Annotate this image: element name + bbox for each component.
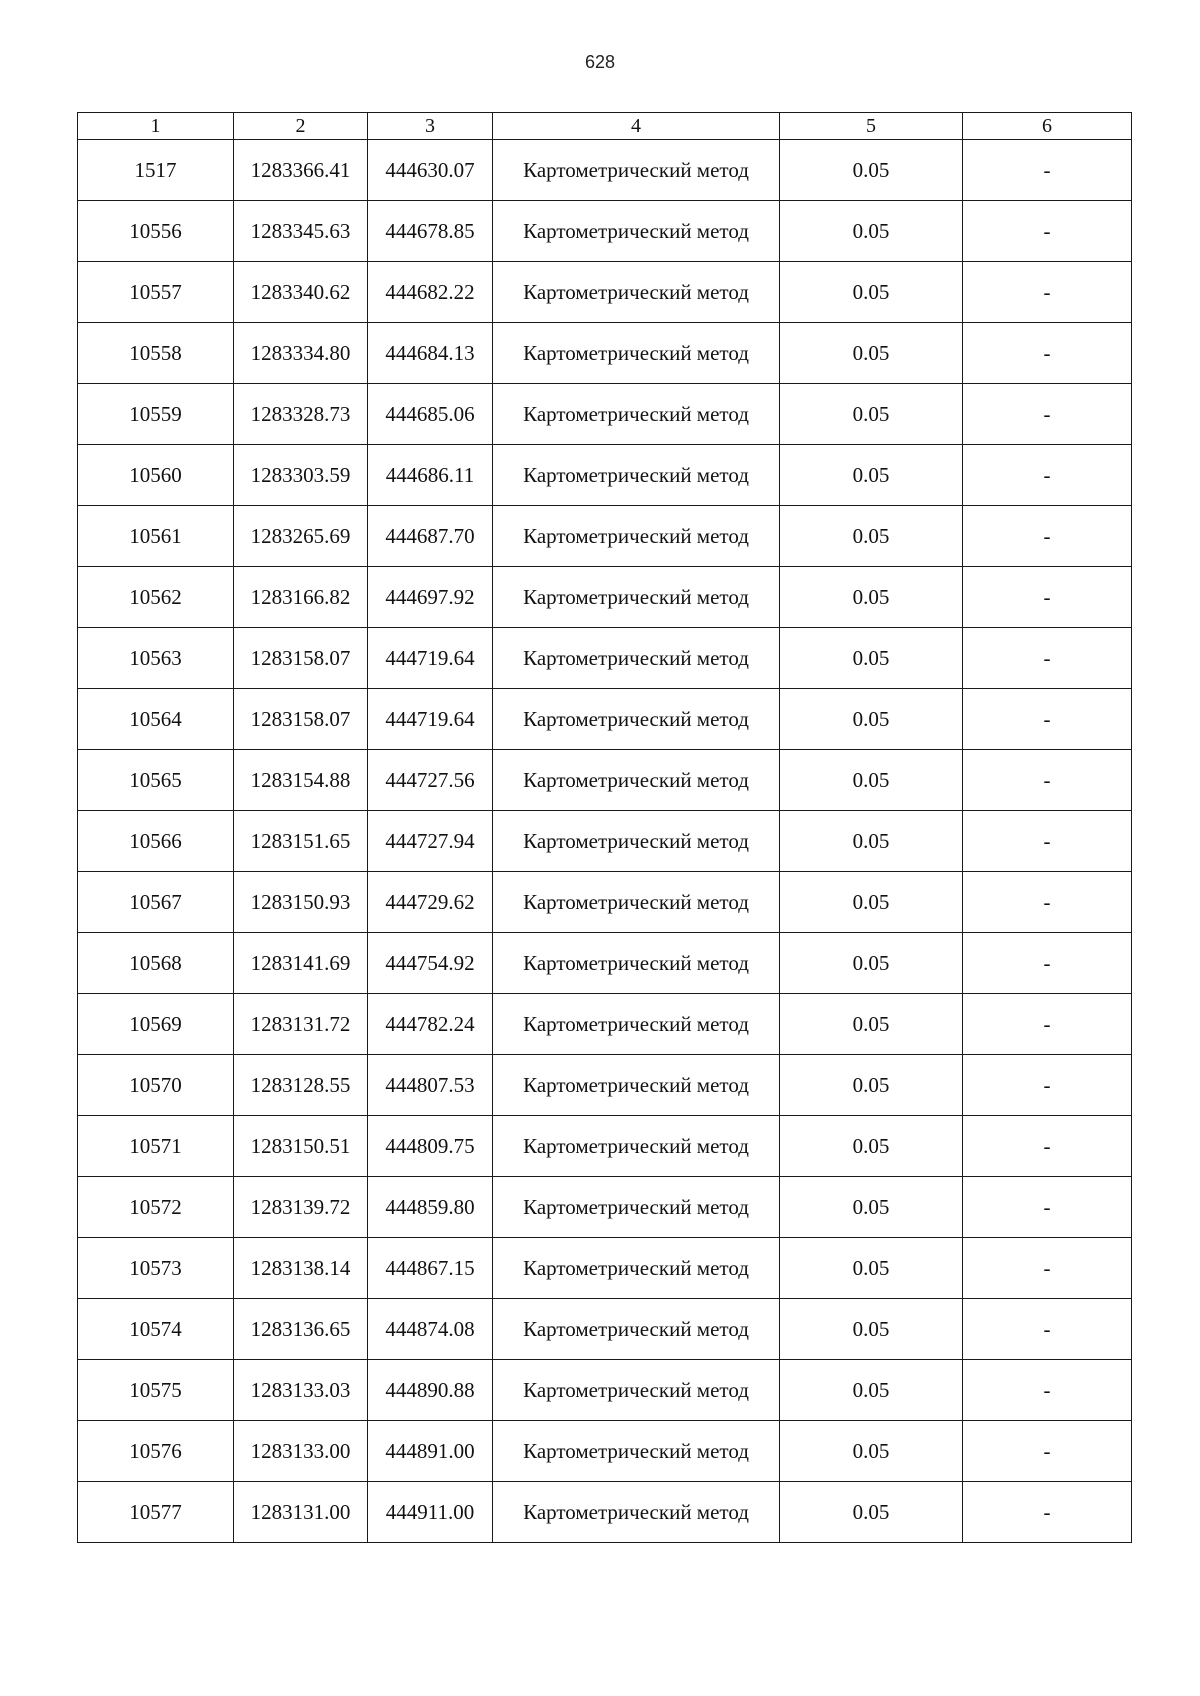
table-row	[78, 1360, 1132, 1421]
point-number-cell: 10567	[78, 872, 234, 933]
note-cell: -	[963, 445, 1132, 506]
note-cell: -	[963, 1238, 1132, 1299]
column-header-6: 6	[963, 113, 1132, 140]
table-body	[78, 140, 1132, 1543]
note-cell: -	[963, 872, 1132, 933]
accuracy-cell: 0.05	[780, 811, 963, 872]
table-row	[78, 1421, 1132, 1482]
note-cell: -	[963, 201, 1132, 262]
coordinate-x-cell: 1283136.65	[234, 1299, 368, 1360]
accuracy-cell: 0.05	[780, 1421, 963, 1482]
table-row	[78, 262, 1132, 323]
table-row	[78, 1482, 1132, 1543]
coordinate-x-cell: 1283151.65	[234, 811, 368, 872]
table-row	[78, 1116, 1132, 1177]
point-number-cell: 10566	[78, 811, 234, 872]
accuracy-cell: 0.05	[780, 384, 963, 445]
method-cell: Картометрический метод	[493, 262, 780, 323]
column-header-5: 5	[780, 113, 963, 140]
method-cell: Картометрический метод	[493, 1177, 780, 1238]
accuracy-cell: 0.05	[780, 933, 963, 994]
accuracy-cell: 0.05	[780, 1482, 963, 1543]
coordinate-y-cell: 444874.08	[368, 1299, 493, 1360]
table-row	[78, 811, 1132, 872]
accuracy-cell: 0.05	[780, 1299, 963, 1360]
column-header-4: 4	[493, 113, 780, 140]
method-cell: Картометрический метод	[493, 994, 780, 1055]
table-row	[78, 689, 1132, 750]
note-cell: -	[963, 1360, 1132, 1421]
accuracy-cell: 0.05	[780, 323, 963, 384]
coordinate-y-cell: 444684.13	[368, 323, 493, 384]
note-cell: -	[963, 506, 1132, 567]
coordinate-x-cell: 1283128.55	[234, 1055, 368, 1116]
coordinate-x-cell: 1283345.63	[234, 201, 368, 262]
accuracy-cell: 0.05	[780, 201, 963, 262]
coordinate-y-cell: 444891.00	[368, 1421, 493, 1482]
table-row	[78, 872, 1132, 933]
method-cell: Картометрический метод	[493, 1055, 780, 1116]
accuracy-cell: 0.05	[780, 506, 963, 567]
note-cell: -	[963, 140, 1132, 201]
coordinate-y-cell: 444867.15	[368, 1238, 493, 1299]
coordinate-x-cell: 1283150.93	[234, 872, 368, 933]
point-number-cell: 10562	[78, 567, 234, 628]
coordinate-y-cell: 444911.00	[368, 1482, 493, 1543]
point-number-cell: 10576	[78, 1421, 234, 1482]
table-row	[78, 506, 1132, 567]
coordinate-x-cell: 1283303.59	[234, 445, 368, 506]
note-cell: -	[963, 1055, 1132, 1116]
note-cell: -	[963, 811, 1132, 872]
column-header-2: 2	[234, 113, 368, 140]
method-cell: Картометрический метод	[493, 750, 780, 811]
accuracy-cell: 0.05	[780, 1177, 963, 1238]
coordinate-x-cell: 1283133.03	[234, 1360, 368, 1421]
table-row	[78, 1238, 1132, 1299]
note-cell: -	[963, 1116, 1132, 1177]
accuracy-cell: 0.05	[780, 1238, 963, 1299]
accuracy-cell: 0.05	[780, 689, 963, 750]
coordinate-y-cell: 444697.92	[368, 567, 493, 628]
coordinate-y-cell: 444682.22	[368, 262, 493, 323]
method-cell: Картометрический метод	[493, 201, 780, 262]
coordinate-x-cell: 1283166.82	[234, 567, 368, 628]
accuracy-cell: 0.05	[780, 1055, 963, 1116]
table-row	[78, 1177, 1132, 1238]
method-cell: Картометрический метод	[493, 811, 780, 872]
table-row	[78, 628, 1132, 689]
accuracy-cell: 0.05	[780, 567, 963, 628]
coordinate-y-cell: 444782.24	[368, 994, 493, 1055]
column-header-1: 1	[78, 113, 234, 140]
point-number-cell: 1517	[78, 140, 234, 201]
method-cell: Картометрический метод	[493, 1299, 780, 1360]
point-number-cell: 10561	[78, 506, 234, 567]
coordinate-x-cell: 1283133.00	[234, 1421, 368, 1482]
note-cell: -	[963, 994, 1132, 1055]
accuracy-cell: 0.05	[780, 1116, 963, 1177]
point-number-cell: 10573	[78, 1238, 234, 1299]
coordinate-x-cell: 1283158.07	[234, 689, 368, 750]
accuracy-cell: 0.05	[780, 750, 963, 811]
table-row	[78, 933, 1132, 994]
point-number-cell: 10575	[78, 1360, 234, 1421]
header-row	[78, 113, 1132, 140]
coordinate-y-cell: 444859.80	[368, 1177, 493, 1238]
coordinate-y-cell: 444727.56	[368, 750, 493, 811]
accuracy-cell: 0.05	[780, 445, 963, 506]
coordinate-y-cell: 444686.11	[368, 445, 493, 506]
table-row	[78, 384, 1132, 445]
coordinate-x-cell: 1283139.72	[234, 1177, 368, 1238]
note-cell: -	[963, 567, 1132, 628]
point-number-cell: 10564	[78, 689, 234, 750]
coordinate-x-cell: 1283340.62	[234, 262, 368, 323]
coordinate-x-cell: 1283158.07	[234, 628, 368, 689]
note-cell: -	[963, 1177, 1132, 1238]
method-cell: Картометрический метод	[493, 933, 780, 994]
note-cell: -	[963, 1421, 1132, 1482]
coordinate-y-cell: 444809.75	[368, 1116, 493, 1177]
table-row	[78, 1299, 1132, 1360]
coordinate-y-cell: 444729.62	[368, 872, 493, 933]
note-cell: -	[963, 750, 1132, 811]
accuracy-cell: 0.05	[780, 140, 963, 201]
accuracy-cell: 0.05	[780, 1360, 963, 1421]
note-cell: -	[963, 1482, 1132, 1543]
method-cell: Картометрический метод	[493, 567, 780, 628]
table-header	[78, 113, 1132, 140]
table-row	[78, 323, 1132, 384]
coordinate-y-cell: 444687.70	[368, 506, 493, 567]
point-number-cell: 10559	[78, 384, 234, 445]
method-cell: Картометрический метод	[493, 1238, 780, 1299]
coordinate-y-cell: 444719.64	[368, 628, 493, 689]
method-cell: Картометрический метод	[493, 689, 780, 750]
method-cell: Картометрический метод	[493, 384, 780, 445]
point-number-cell: 10569	[78, 994, 234, 1055]
point-number-cell: 10563	[78, 628, 234, 689]
point-number-cell: 10560	[78, 445, 234, 506]
method-cell: Картометрический метод	[493, 1482, 780, 1543]
coordinate-x-cell: 1283131.72	[234, 994, 368, 1055]
method-cell: Картометрический метод	[493, 445, 780, 506]
point-number-cell: 10571	[78, 1116, 234, 1177]
method-cell: Картометрический метод	[493, 323, 780, 384]
table-row	[78, 994, 1132, 1055]
method-cell: Картометрический метод	[493, 506, 780, 567]
point-number-cell: 10557	[78, 262, 234, 323]
coordinate-x-cell: 1283265.69	[234, 506, 368, 567]
note-cell: -	[963, 628, 1132, 689]
coordinate-x-cell: 1283138.14	[234, 1238, 368, 1299]
note-cell: -	[963, 384, 1132, 445]
table-row	[78, 140, 1132, 201]
column-header-3: 3	[368, 113, 493, 140]
coordinate-x-cell: 1283366.41	[234, 140, 368, 201]
coordinate-y-cell: 444719.64	[368, 689, 493, 750]
note-cell: -	[963, 1299, 1132, 1360]
table-row	[78, 1055, 1132, 1116]
method-cell: Картометрический метод	[493, 1421, 780, 1482]
accuracy-cell: 0.05	[780, 628, 963, 689]
table-row	[78, 445, 1132, 506]
point-number-cell: 10570	[78, 1055, 234, 1116]
coordinate-x-cell: 1283328.73	[234, 384, 368, 445]
accuracy-cell: 0.05	[780, 872, 963, 933]
coordinate-x-cell: 1283131.00	[234, 1482, 368, 1543]
coordinate-y-cell: 444727.94	[368, 811, 493, 872]
table-row	[78, 567, 1132, 628]
point-number-cell: 10556	[78, 201, 234, 262]
coordinate-x-cell: 1283334.80	[234, 323, 368, 384]
coordinate-y-cell: 444685.06	[368, 384, 493, 445]
page-number: 628	[584, 52, 616, 72]
note-cell: -	[963, 689, 1132, 750]
coordinates-table	[77, 112, 1132, 1543]
table-row	[78, 201, 1132, 262]
point-number-cell: 10565	[78, 750, 234, 811]
point-number-cell: 10572	[78, 1177, 234, 1238]
method-cell: Картометрический метод	[493, 140, 780, 201]
note-cell: -	[963, 933, 1132, 994]
accuracy-cell: 0.05	[780, 262, 963, 323]
accuracy-cell: 0.05	[780, 994, 963, 1055]
coordinate-x-cell: 1283154.88	[234, 750, 368, 811]
method-cell: Картометрический метод	[493, 628, 780, 689]
coordinate-y-cell: 444630.07	[368, 140, 493, 201]
method-cell: Картометрический метод	[493, 1116, 780, 1177]
point-number-cell: 10558	[78, 323, 234, 384]
coordinate-x-cell: 1283141.69	[234, 933, 368, 994]
table-row	[78, 750, 1132, 811]
point-number-cell: 10574	[78, 1299, 234, 1360]
coordinate-x-cell: 1283150.51	[234, 1116, 368, 1177]
method-cell: Картометрический метод	[493, 1360, 780, 1421]
note-cell: -	[963, 262, 1132, 323]
coordinate-y-cell: 444807.53	[368, 1055, 493, 1116]
method-cell: Картометрический метод	[493, 872, 780, 933]
point-number-cell: 10568	[78, 933, 234, 994]
coordinate-y-cell: 444678.85	[368, 201, 493, 262]
point-number-cell: 10577	[78, 1482, 234, 1543]
coordinate-y-cell: 444890.88	[368, 1360, 493, 1421]
coordinate-y-cell: 444754.92	[368, 933, 493, 994]
note-cell: -	[963, 323, 1132, 384]
